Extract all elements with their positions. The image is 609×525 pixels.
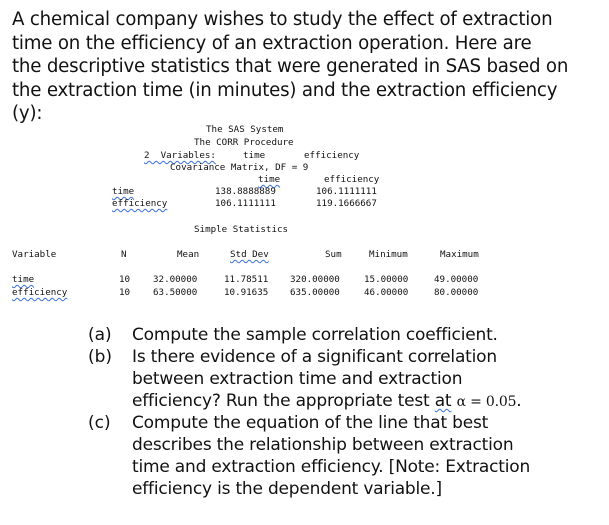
stats-cell: 10 (119, 274, 131, 285)
stats-header: Std Dev (230, 249, 269, 260)
stats-cell: 635.00000 (290, 287, 340, 298)
stats-cell: 11.78511 (224, 274, 269, 285)
stats-header: N (121, 249, 127, 260)
stats-cell: 15.00000 (364, 274, 409, 285)
intro-line: A chemical company wishes to study the effect of extraction (12, 9, 553, 30)
stats-cell: 80.00000 (434, 287, 479, 298)
stats-cell: 320.00000 (290, 274, 340, 285)
cov-header-efficiency: efficiency (324, 174, 380, 185)
question-c-line: efficiency is the dependent variable.] (132, 479, 442, 499)
cov-header-time: time (258, 174, 281, 185)
alpha-value: α = 0.05 (456, 394, 517, 410)
stats-header: Maximum (440, 249, 479, 260)
stats-header: Sum (325, 249, 342, 260)
question-b-line: Is there evidence of a significant correlation (132, 347, 497, 367)
cov-cell: 106.1111111 (215, 198, 276, 209)
question-b-period: . (516, 391, 522, 411)
variables-label: 2 Variables: (144, 150, 216, 161)
stats-cell: 10.91635 (224, 287, 269, 298)
intro-line: the extraction time (in minutes) and the extraction efficiency (12, 79, 558, 101)
stats-cell: 46.00000 (364, 287, 409, 298)
question-b-at: at (434, 391, 452, 411)
stats-header: Variable (12, 249, 57, 260)
sas-procedure-title: The CORR Procedure (194, 137, 294, 148)
stats-cell: 10 (119, 287, 131, 298)
intro-line: the descriptive statistics that were generated in SAS based on (12, 56, 569, 78)
question-a-text: Compute the sample correlation coefficient. (132, 325, 498, 345)
stats-cell: 49.00000 (434, 274, 479, 285)
question-c-line: time and extraction efficiency. [Note: Extraction (132, 457, 531, 477)
question-c-line: Compute the equation of the line that best (132, 413, 489, 433)
question-c-label: (c) (88, 413, 111, 433)
question-b-line (132, 391, 522, 414)
intro-line: (y): (12, 103, 43, 125)
cov-cell: 138.8888889 (215, 186, 276, 197)
cov-row-label: time (112, 186, 135, 197)
covariance-title: Covariance Matrix, DF = 9 (170, 162, 309, 173)
sas-system-title: The SAS System (206, 124, 284, 135)
stats-cell: 63.50000 (153, 287, 198, 298)
stats-header: Mean (177, 249, 200, 260)
question-b-line: between extraction time and extraction (132, 369, 463, 389)
variable-efficiency: efficiency (304, 150, 360, 161)
question-b-text: efficiency? Run the appropriate test (132, 391, 435, 411)
question-a-label: (a) (88, 325, 112, 345)
cov-cell: 106.1111111 (316, 186, 377, 197)
stats-cell: time (12, 274, 35, 285)
variable-time: time (243, 150, 266, 161)
stats-cell: 32.00000 (153, 274, 198, 285)
cov-cell: 119.1666667 (316, 198, 377, 209)
question-b-label: (b) (88, 347, 113, 367)
question-c-line: describes the relationship between extraction (132, 435, 514, 455)
stats-header: Minimum (369, 249, 408, 260)
simple-stats-title: Simple Statistics (194, 224, 289, 235)
intro-paragraph (12, 8, 602, 126)
cov-row-label: efficiency (112, 198, 168, 209)
intro-line: time on the efficiency of an extraction operation. Here are (12, 32, 532, 54)
stats-cell: efficiency (12, 287, 68, 298)
